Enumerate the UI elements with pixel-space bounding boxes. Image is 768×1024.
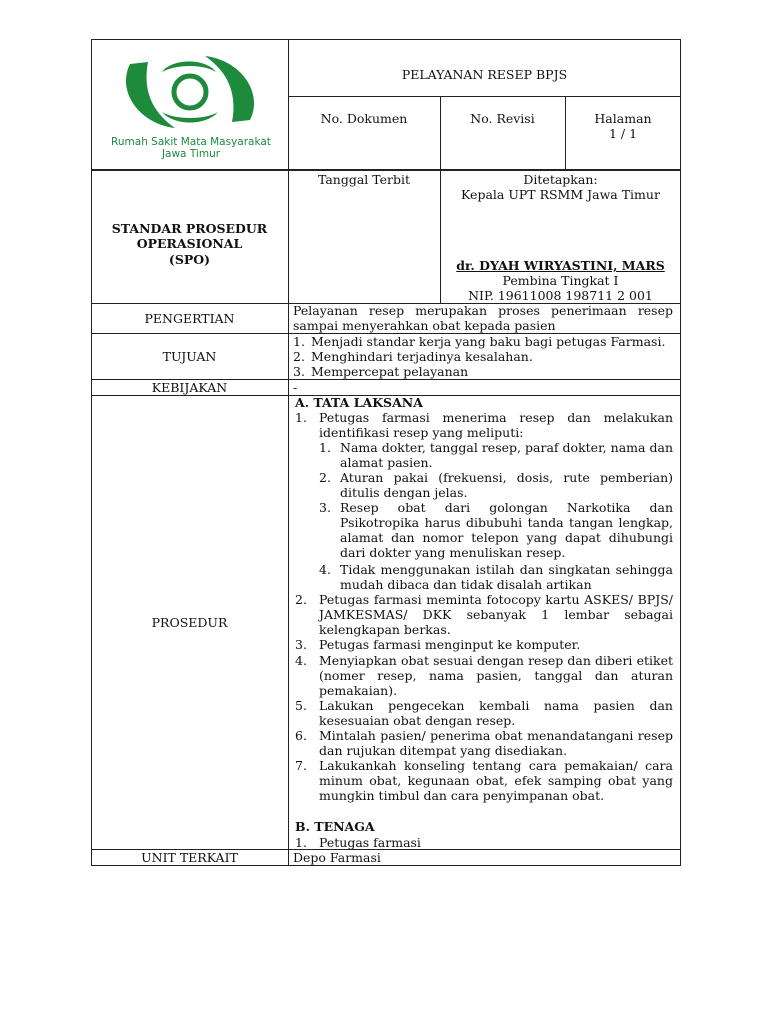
tujuan-item: Menjadi standar kerja yang baku bagi petugas Farmasi. [311,334,666,349]
divider [440,96,441,170]
kebijakan-label: KEBIJAKAN [151,380,228,395]
step-number: 7. [295,758,307,773]
hospital-name-line-2: Jawa Timur [161,148,221,160]
spo-title-line-2: OPERASIONAL [136,236,243,251]
sub-number: 4. [319,562,331,577]
signer-rank: Pembina Tingkat I [502,273,619,288]
sub-number: 2. [319,470,331,485]
hospital-logo-icon [120,52,260,132]
sub-item-3: Resep obat dari golongan Narkotika dan Psikotropika harus dibubuhi tanda tangan lengkap, alamat dan nomor telepon yang dapat dihubungi dari dokter yang menuliskan resep. [340,500,673,560]
section-a-heading: A. TATA LAKSANA [295,395,423,410]
tenaga-item: Petugas farmasi [319,835,421,850]
step-number: 3. [295,637,307,652]
ditetapkan-label: Ditetapkan: [523,172,598,187]
spo-title-line-1: STANDAR PROSEDUR [111,221,268,236]
no-dokumen-label: No. Dokumen [320,111,408,126]
tujuan-number: 1. [293,334,305,349]
divider [288,170,289,866]
signer-nip: NIP. 19611008 198711 2 001 [468,288,653,303]
kebijakan-value: - [293,380,298,395]
ditetapkan-by: Kepala UPT RSMM Jawa Timur [461,187,660,202]
sub-number: 1. [319,440,331,455]
tujuan-label: TUJUAN [162,349,217,364]
section-b-heading: B. TENAGA [295,819,375,834]
sub-item-4: Tidak menggunakan istilah dan singkatan sehingga mudah dibaca dan tidak disalah artikan [340,562,673,592]
step-number: 2. [295,592,307,607]
tujuan-item: Mempercepat pelayanan [311,364,469,379]
sub-number: 3. [319,500,331,515]
signer-name: dr. DYAH WIRYASTINI, MARS [456,258,665,273]
tenaga-number: 1. [295,835,307,850]
tujuan-number: 2. [293,349,305,364]
document-title: PELAYANAN RESEP BPJS [401,67,568,82]
step-7-text: Lakukankah konseling tentang cara pemakaian/ cara minum obat, kegunaan obat, efek samping obat yang mungkin timbul dan cara penyimpanan obat. [319,758,673,803]
step-3-text: Petugas farmasi menginput ke komputer. [319,637,581,652]
step-6-text: Mintalah pasien/ penerima obat menandatangani resep dan rujukan ditempat yang disediakan. [319,728,673,758]
step-1-text: Petugas farmasi menerima resep dan melakukan identifikasi resep yang meliputi: [319,410,673,440]
tanggal-terbit-label: Tanggal Terbit [317,172,411,187]
pengertian-text: Pelayanan resep merupakan proses penerimaan resep sampai menyerahkan obat kepada pasien [293,303,673,333]
unit-terkait-label: UNIT TERKAIT [141,850,238,865]
hospital-name-line-1: Rumah Sakit Mata Masyarakat [111,136,271,148]
sub-item-1: Nama dokter, tanggal resep, paraf dokter, nama dan alamat pasien. [340,440,673,470]
sub-item-2: Aturan pakai (frekuensi, dosis, rute pemberian) ditulis dengan jelas. [340,470,673,500]
step-number: 1. [295,410,307,425]
step-5-text: Lakukan pengecekan kembali nama pasien dan kesesuaian obat dengan resep. [319,698,673,728]
tujuan-item: Menghindari terjadinya kesalahan. [311,349,533,364]
spo-title-line-3: (SPO) [168,252,211,267]
step-number: 4. [295,653,307,668]
prosedur-label: PROSEDUR [151,615,228,630]
step-2-text: Petugas farmasi meminta fotocopy kartu ASKES/ BPJS/ JAMKESMAS/ DKK sebanyak 1 lembar sebagai kelengkapan berkas. [319,592,673,637]
tujuan-number: 3. [293,364,305,379]
pengertian-label: PENGERTIAN [144,311,235,326]
no-revisi-label: No. Revisi [470,111,535,126]
divider [288,96,681,97]
divider [288,39,289,170]
unit-terkait-value: Depo Farmasi [293,850,381,865]
halaman-label: Halaman [594,111,652,126]
halaman-value: 1 / 1 [608,126,638,141]
step-number: 5. [295,698,307,713]
step-4-text: Menyiapkan obat sesuai dengan resep dan diberi etiket (nomer resep, nama pasien, tanggal dan aturan pemakaian). [319,653,673,698]
step-number: 6. [295,728,307,743]
